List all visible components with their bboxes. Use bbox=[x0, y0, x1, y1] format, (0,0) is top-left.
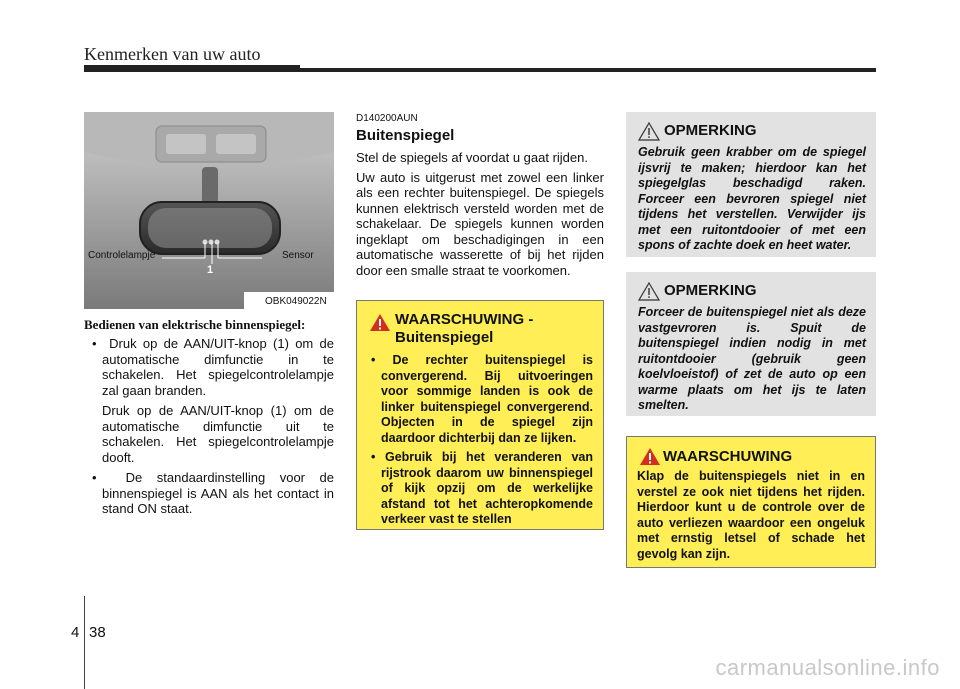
mirror-operation-heading: Bedienen van elektrische binnenspiegel: bbox=[84, 317, 306, 332]
warning-item: • Gebruik bij het veranderen van rijstrook daarom uw binnenspiegel of kijk opzij om de werkelijke afstand tot het achteropkomende verkeer vast te stellen bbox=[371, 450, 593, 526]
note-box-2 bbox=[626, 272, 876, 416]
note-title: OPMERKING bbox=[664, 122, 757, 139]
warning-box-folding bbox=[626, 436, 876, 568]
mirror-operation-list bbox=[84, 336, 334, 522]
note-box-1 bbox=[626, 112, 876, 257]
photo-callout-number: 1 bbox=[207, 264, 214, 276]
mirror-illustration bbox=[84, 112, 334, 309]
rearview-mirror-photo bbox=[84, 112, 334, 309]
section-code: D140200AUN bbox=[356, 113, 418, 124]
warning-subtitle: Buitenspiegel bbox=[395, 329, 494, 346]
header-rule-accent bbox=[84, 65, 300, 72]
section-body bbox=[356, 150, 604, 282]
warning-title: WAARSCHUWING bbox=[663, 448, 793, 465]
warning-box-outside-mirror bbox=[356, 300, 604, 530]
bullet-text: De standaardinstelling voor de binnenspiegel is AAN als het contact in stand ON staat. bbox=[102, 470, 334, 516]
note-body: Gebruik geen krabber om de spiegel ijsvrij te maken; hierdoor kan het spiegelglas beschadigd raken. Forceer een bevroren spiegel niet tijdens het verstellen. Verwijder ijs met een ruitontdooier of met een spons of zachte doek en heet water. bbox=[638, 145, 866, 252]
chapter-number: 4 bbox=[71, 624, 80, 641]
note-body: Forceer de buitenspiegel niet als deze vastgevroren is. Spuit de buitenspiegel indien nodig in met ruitontdooier (gebruik geen koelvloeistof) of zet de auto op een warme plaats om het ijs te laten smelten. bbox=[638, 305, 866, 412]
photo-label-sensor: Sensor bbox=[282, 250, 314, 261]
photo-label-indicator: Controlelampje bbox=[88, 250, 156, 261]
photo-code: OBK049022N bbox=[265, 296, 327, 307]
warning-body: Klap de buitenspiegels niet in en verstel ze ook niet tijdens het rijden. Hierdoor kunt u de controle over de auto verliezen waardoor een ongeluk met ernstig letsel of schade het gevolg kan zijn. bbox=[637, 469, 865, 561]
watermark: carmanualsonline.info bbox=[715, 655, 940, 680]
caution-triangle-icon bbox=[638, 122, 660, 141]
list-item: Druk op de AAN/UIT-knop (1) om de automatische dimfunctie uit te schakelen. Het spiegelcontrolelampje dooft. bbox=[102, 403, 334, 465]
warning-item-text: Gebruik bij het veranderen van rijstrook daarom uw binnenspiegel of kijk opzij om de werkelijke afstand tot het achteropkomende verkeer vast te stellen bbox=[381, 450, 593, 526]
paragraph: Stel de spiegels af voordat u gaat rijden. bbox=[356, 150, 588, 165]
paragraph: Uw auto is uitgerust met zowel een linker als een rechter buitenspiegel. De spiegels kunnen elektrisch versteld worden met de schakelaar. De spiegels kunnen worden ingeklapt om beschadigingen in een automatische wasserette of bij het rijden door een smalle straat te voorkomen. bbox=[356, 169, 604, 278]
bullet-text: Druk op de AAN/UIT-knop (1) om de automatische dimfunctie in te schakelen. Het spiegelcontrolelampje zal gaan branden. bbox=[102, 336, 335, 398]
warning-triangle-icon bbox=[369, 313, 391, 332]
warning-title: WAARSCHUWING - bbox=[395, 311, 534, 328]
caution-triangle-icon bbox=[638, 282, 660, 301]
footer-divider bbox=[84, 596, 85, 689]
note-title: OPMERKING bbox=[664, 282, 757, 299]
page-number: 38 bbox=[89, 624, 106, 641]
warning-item: • De rechter buitenspiegel is convergerend. Bij uitvoeringen voor sommige landen is ook de linker buitenspiegel convergerend. Objecten in de spiegel zijn daardoor dichterbij dan ze lijken. bbox=[371, 353, 593, 445]
section-title: Buitenspiegel bbox=[356, 127, 455, 144]
list-item: • Druk op de AAN/UIT-knop (1) om de automatische dimfunctie in te schakelen. Het spiegelcontrolelampje zal gaan branden. bbox=[92, 336, 335, 398]
page-header-title: Kenmerken van uw auto bbox=[84, 44, 261, 64]
warning-triangle-icon bbox=[639, 447, 661, 466]
warning-item-text: De rechter buitenspiegel is convergerend. Bij uitvoeringen voor sommige landen is ook de linker buitenspiegel convergerend. Objecten in de spiegel zijn daardoor dichterbij dan ze lijken. bbox=[381, 353, 593, 445]
list-item: • De standaardinstelling voor de binnenspiegel is AAN als het contact in stand ON staat. bbox=[92, 470, 334, 516]
